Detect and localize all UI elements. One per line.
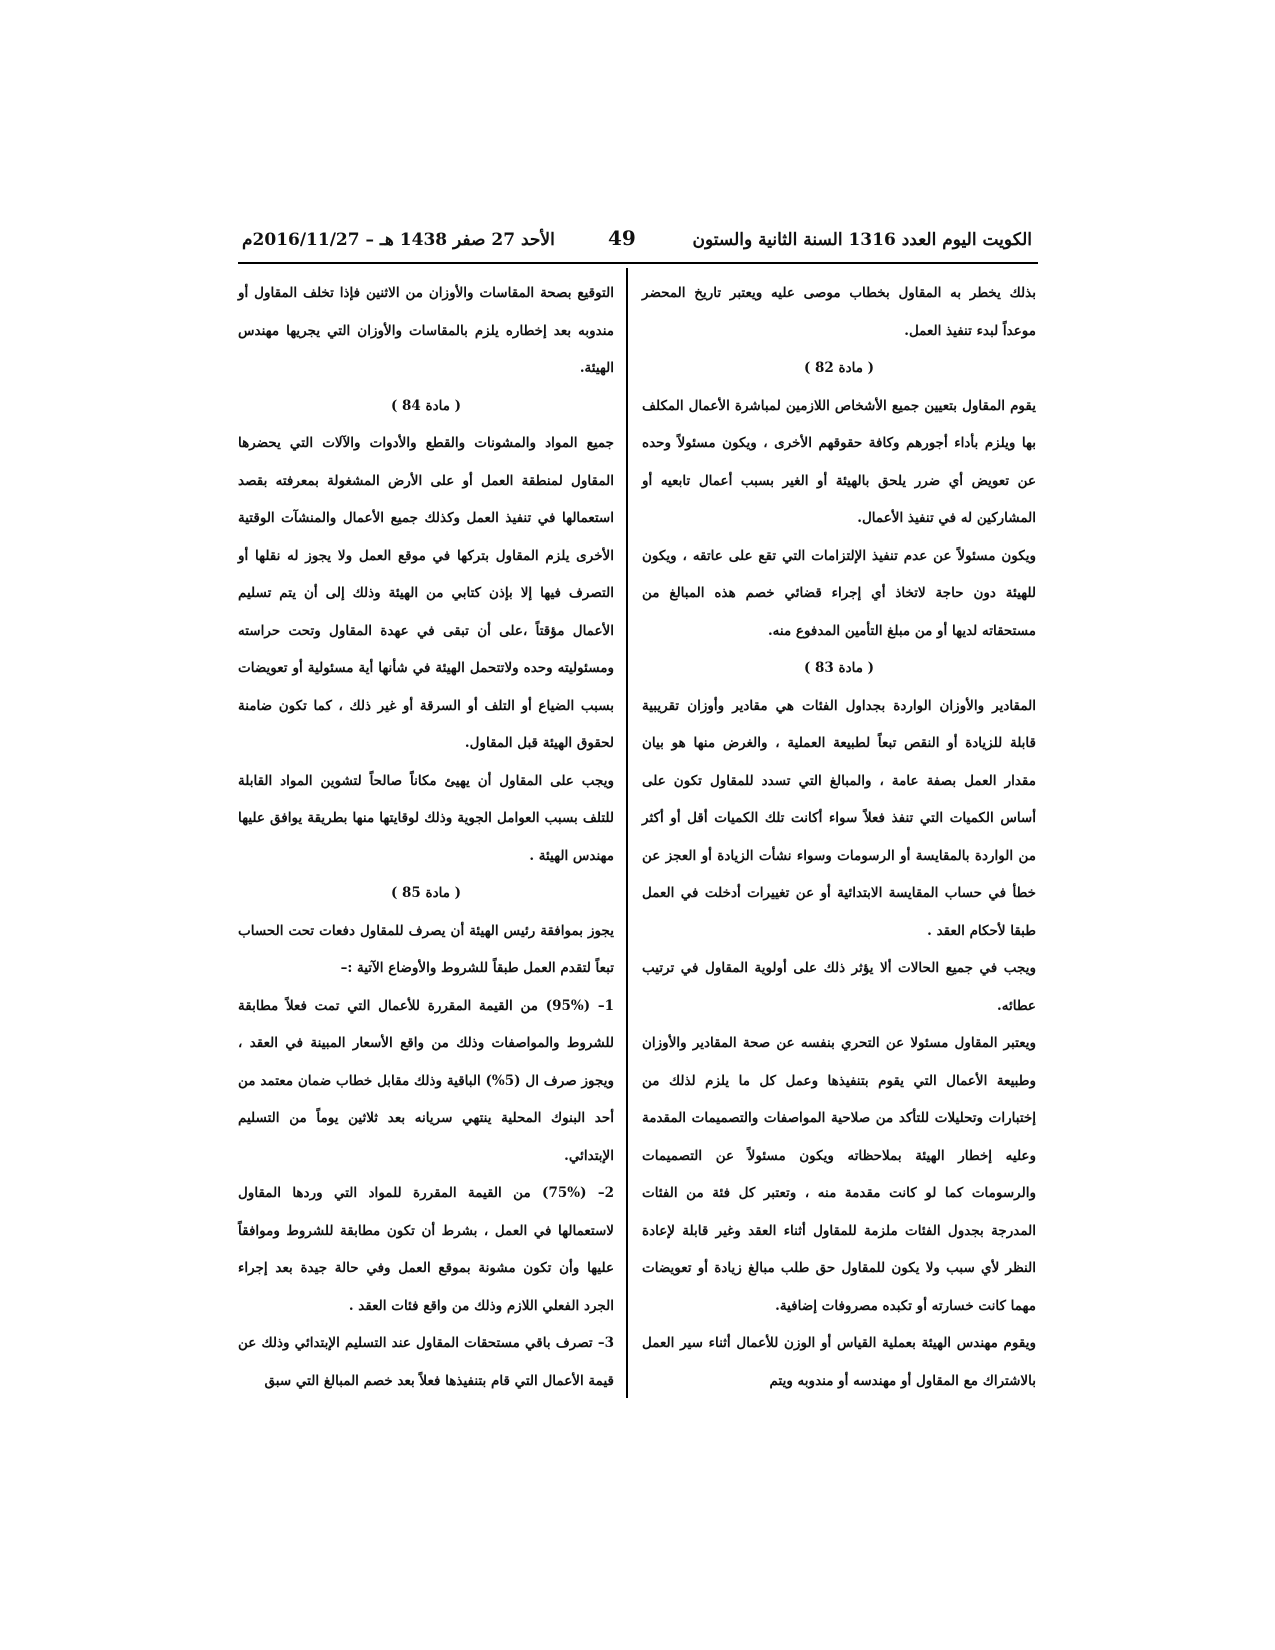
list-item: 1– (95%) من القيمة المقررة للأعمال التي تمت فعلاً مطابقة للشروط والمواصفات وذلك من واقع الأسعار المبينة في العقد ، ويجوز صرف ال (5%) الباقية وذلك مقابل خطاب ضمان معتمد من أحد البنوك المحلية ينتهي سريانه بعد ثلاثين يوماً من التسليم الإبتدائي. bbox=[238, 997, 614, 1164]
paragraph: بذلك يخطر به المقاول بخطاب موصى عليه ويعتبر تاريخ المحضر موعداً لبدء تنفيذ العمل. bbox=[642, 285, 1036, 339]
list-item: 2– (75%) من القيمة المقررة للمواد التي وردها المقاول لاستعمالها في العمل ، بشرط أن تكون مطابقة للشروط وموافقاً عليها وأن تكون مشونة بموقع العمل وفي حالة جيدة بعد إجراء الجرد الفعلي اللازم وذلك من واقع فئات العقد . bbox=[238, 1185, 614, 1314]
paragraph: ويجب على المقاول أن يهيئ مكاناً صالحاً لتشوين المواد القابلة للتلف بسبب العوامل الجوية وذلك لوقايتها منها بطريقة يوافق عليها مهندس الهيئة . bbox=[238, 772, 614, 864]
paragraph: جميع المواد والمشونات والقطع والأدوات والآلات التي يحضرها المقاول لمنطقة العمل أو على الأرض المشغولة بمعرفته بقصد استعمالها في تنفيذ العمل وكذلك جميع الأعمال والمنشآت الوقتية الأخرى يلزم المقاول بتركها في موقع العمل ولا يجوز له نقلها أو التصرف فيها إلا بإذن كتابي من الهيئة وذلك إلى أن يتم تسليم الأعمال مؤقتاً ،على أن تبقى في عهدة المقاول وتحت حراسته ومسئوليته وحده ولاتتحمل الهيئة في شأنها أية مسئولية أو تعويضات بسبب الضياع أو التلف أو السرقة أو غير ذلك ، كما تكون ضامنة لحقوق الهيئة قبل المقاول. bbox=[238, 435, 614, 751]
article-heading-85: ( مادة 85 ) bbox=[390, 885, 462, 901]
left-column bbox=[238, 275, 614, 1400]
paragraph: المقادير والأوزان الواردة بجداول الفئات هي مقادير وأوزان تقريبية قابلة للزيادة أو النقص تبعاً لطبيعة العملية ، والغرض منها هو بيان مقدار العمل بصفة عامة ، والمبالغ التي تسدد للمقاول تكون على أساس الكميات التي تنفذ فعلاً سواء أكانت تلك الكميات أقل أو أكثر من الواردة بالمقايسة أو الرسومات وسواء نشأت الزيادة أو العجز عن خطأ في حساب المقايسة الابتدائية أو عن تغييرات أدخلت في العمل طبقا لأحكام العقد . bbox=[642, 697, 1036, 939]
paragraph: يقوم المقاول بتعيين جميع الأشخاص اللازمين لمباشرة الأعمال المكلف بها ويلزم بأداء أجورهم وكافة حقوقهم الأخرى ، ويكون مسئولاً وحده عن تعويض أي ضرر يلحق بالهيئة أو الغير بسبب أعمال تابعيه أو المشاركين له في تنفيذ الأعمال. bbox=[642, 397, 1036, 526]
article-heading-83: ( مادة 83 ) bbox=[803, 660, 875, 676]
issue-date: الأحد 27 صفر 1438 هـ – 2016/11/27م bbox=[242, 230, 555, 250]
header-rule bbox=[238, 262, 1038, 264]
gazette-issue-label: الكويت اليوم العدد 1316 السنة الثانية والستون bbox=[692, 230, 1032, 250]
paragraph: ويكون مسئولاً عن عدم تنفيذ الإلتزامات التي تقع على عاتقه ، ويكون للهيئة دون حاجة لاتخاذ أي إجراء قضائي خصم هذه المبالغ من مستحقاته لديها أو من مبلغ التأمين المدفوع منه. bbox=[642, 547, 1036, 639]
paragraph: ويقوم مهندس الهيئة بعملية القياس أو الوزن للأعمال أثناء سير العمل بالاشتراك مع المقاول أو مهندسه أو مندوبه ويتم bbox=[642, 1335, 1036, 1389]
paragraph: التوقيع بصحة المقاسات والأوزان من الاثنين فإذا تخلف المقاول أو مندوبه بعد إخطاره يلزم بالمقاسات والأوزان التي يجريها مهندس الهيئة. bbox=[238, 285, 614, 376]
paragraph: يجوز بموافقة رئيس الهيئة أن يصرف للمقاول دفعات تحت الحساب تبعاً لتقدم العمل طبقاً للشروط والأوضاع الآتية :– bbox=[238, 922, 614, 976]
column-divider bbox=[626, 268, 628, 1398]
page-number: 49 bbox=[608, 226, 636, 250]
page-header bbox=[238, 222, 1038, 256]
article-heading-84: ( مادة 84 ) bbox=[390, 397, 462, 414]
list-item: 3– تصرف باقي مستحقات المقاول عند التسليم الإبتدائي وذلك عن قيمة الأعمال التي قام بتنفيذها فعلاً بعد خصم المبالغ التي سبق bbox=[238, 1335, 614, 1389]
paragraph: ويعتبر المقاول مسئولا عن التحري بنفسه عن صحة المقادير والأوزان وطبيعة الأعمال التي يقوم بتنفيذها وعمل كل ما يلزم لذلك من إختبارات وتحليلات للتأكد من صلاحية المواصفات والتصميمات المقدمة وعليه إخطار الهيئة بملاحظاته ويكون مسئولاً عن التصميمات والرسومات كما لو كانت مقدمة منه ، وتعتبر كل فئة من الفئات المدرجة بجدول الفئات ملزمة للمقاول أثناء العقد وغير قابلة لإعادة النظر لأي سبب ولا يكون للمقاول حق طلب مبالغ زيادة أو تعويضات مهما كانت خسارته أو تكبده مصروفات إضافية. bbox=[642, 1035, 1036, 1314]
paragraph: ويجب في جميع الحالات ألا يؤثر ذلك على أولوية المقاول في ترتيب عطائه. bbox=[642, 960, 1036, 1014]
right-column bbox=[642, 275, 1036, 1400]
article-heading-82: ( مادة 82 ) bbox=[803, 360, 875, 376]
